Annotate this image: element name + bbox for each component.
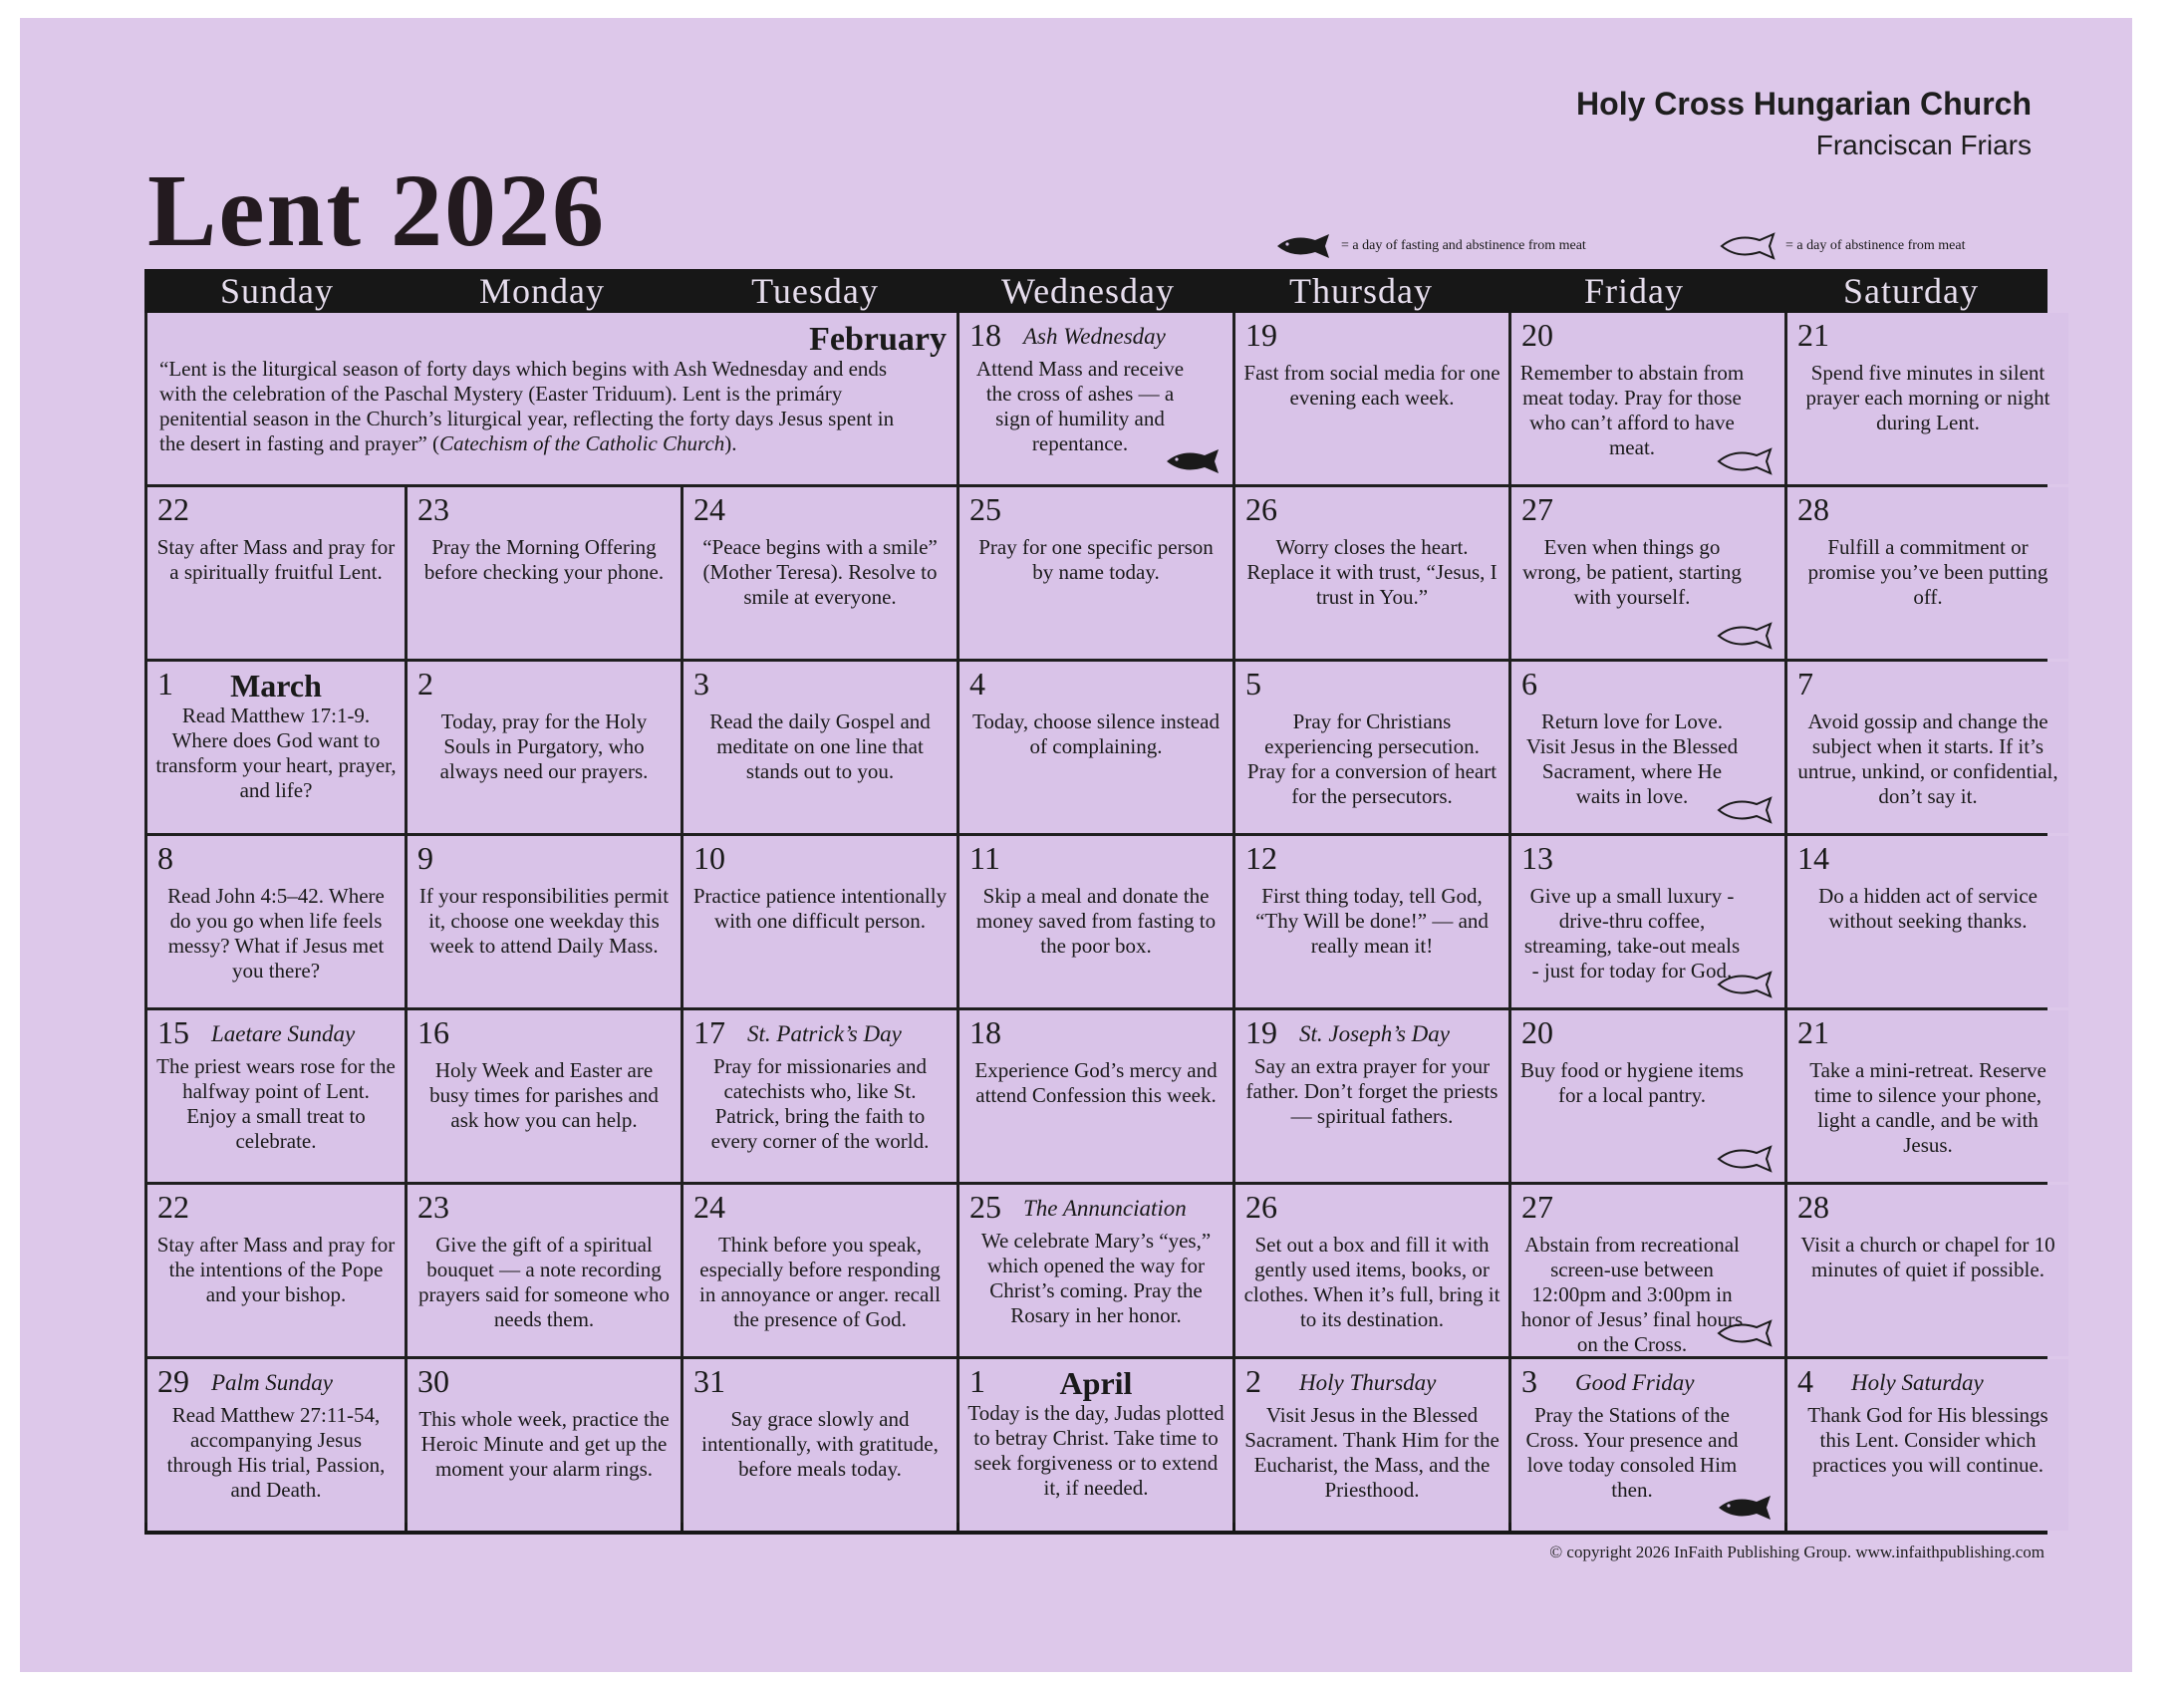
day-number: 25	[969, 491, 1001, 527]
feast-label: Holy Thursday	[1299, 1370, 1437, 1395]
feast-label: St. Patrick’s Day	[747, 1021, 902, 1046]
day-suggestion: Fast from social media for one evening each week.	[1243, 361, 1501, 410]
day-suggestion: If your responsibilities permit it, choose one weekday this week to attend Daily Mass.	[418, 884, 670, 958]
day-cell	[1235, 313, 1508, 484]
day-cell	[1787, 487, 2068, 659]
day-suggestion: Today is the day, Judas plotted to betray Christ. Take time to seek forgiveness or to extend it, if needed.	[967, 1401, 1225, 1500]
day-cell	[1235, 836, 1508, 1007]
day-number: 16	[417, 1014, 449, 1050]
outline-fish-icon	[1717, 795, 1774, 825]
day-number: 11	[969, 840, 1000, 876]
day-cell	[959, 1359, 1232, 1531]
day-number: 24	[693, 1189, 725, 1225]
month-label-february: February	[809, 321, 947, 358]
day-suggestion: Practice patience intentionally with one difficult person.	[692, 884, 948, 933]
outline-fish-icon	[1717, 1318, 1774, 1348]
day-cell	[147, 1359, 405, 1531]
day-cell	[959, 1185, 1232, 1356]
day-number: 26	[1245, 491, 1277, 527]
day-number: 3	[1521, 1363, 1537, 1399]
day-number: 31	[693, 1363, 725, 1399]
day-suggestion: We celebrate Mary’s “yes,” which opened the way for Christ’s coming. Pray the Rosary in her honor.	[980, 1229, 1212, 1327]
day-suggestion: Today, pray for the Holy Souls in Purgatory, who always need our prayers.	[439, 709, 649, 783]
day-number: 27	[1521, 1189, 1553, 1225]
day-suggestion: Give up a small luxury - drive-thru coffee, streaming, take-out meals - just for today for God.	[1523, 884, 1741, 983]
day-cell	[1787, 1359, 2068, 1531]
day-cell	[1235, 662, 1508, 833]
day-number: 18	[969, 317, 1001, 353]
weekday-header	[144, 269, 2048, 313]
day-suggestion: First thing today, tell God, “Thy Will be done!” — and really mean it!	[1255, 884, 1489, 958]
day-number: 25	[969, 1189, 1001, 1225]
day-number: 15	[157, 1014, 189, 1050]
day-number: 22	[157, 491, 189, 527]
day-cell	[147, 836, 405, 1007]
day-suggestion: Today, choose silence instead of complaining.	[972, 709, 1220, 758]
day-suggestion: Pray for missionaries and catechists who, like St. Patrick, bring the faith to every corner of the world.	[710, 1054, 930, 1153]
day-number: 19	[1245, 1014, 1277, 1050]
day-cell	[683, 1185, 956, 1356]
day-cell	[408, 1185, 681, 1356]
day-suggestion: Set out a box and fill it with gently used items, books, or clothes. When it’s full, bring it to its destination.	[1243, 1233, 1501, 1331]
day-suggestion: Buy food or hygiene items for a local pantry.	[1520, 1058, 1744, 1107]
day-number: 14	[1797, 840, 1829, 876]
day-grid	[144, 313, 2058, 1523]
day-suggestion: Avoid gossip and change the subject when it starts. If it’s untrue, unkind, or confidential, don’t say it.	[1797, 709, 2058, 808]
day-number: 22	[157, 1189, 189, 1225]
outline-fish-icon	[1717, 446, 1774, 476]
day-number: 23	[417, 491, 449, 527]
day-number: 2	[417, 666, 433, 702]
day-cell	[147, 1185, 405, 1356]
day-number: 23	[417, 1189, 449, 1225]
feast-label: St. Joseph’s Day	[1299, 1021, 1450, 1046]
day-suggestion: Thank God for His blessings this Lent. Consider which practices you will continue.	[1807, 1403, 2048, 1477]
day-number: 21	[1797, 1014, 1829, 1050]
legend-abstinence	[1720, 231, 1966, 261]
day-number: 28	[1797, 1189, 1829, 1225]
day-suggestion: Holy Week and Easter are busy times for parishes and ask how you can help.	[429, 1058, 659, 1132]
day-suggestion: Worry closes the heart. Replace it with trust, “Jesus, I trust in You.”	[1246, 535, 1498, 609]
day-number: 4	[969, 666, 985, 702]
day-number: 28	[1797, 491, 1829, 527]
day-number: 8	[157, 840, 173, 876]
day-suggestion: Skip a meal and donate the money saved from fasting to the poor box.	[975, 884, 1217, 958]
day-suggestion: Attend Mass and receive the cross of ashes — a sign of humility and repentance.	[975, 357, 1185, 455]
month-label: April	[1059, 1365, 1133, 1401]
day-cell	[1511, 1359, 1784, 1531]
day-cell	[959, 1010, 1232, 1182]
filled-fish-icon	[1717, 1493, 1774, 1523]
day-number: 13	[1521, 840, 1553, 876]
day-cell	[1235, 1185, 1508, 1356]
day-suggestion: Take a mini-retreat. Reserve time to silence your phone, light a candle, and be with Jesus.	[1809, 1058, 2047, 1157]
day-number: 17	[693, 1014, 725, 1050]
day-number: 21	[1797, 317, 1829, 353]
day-cell	[408, 662, 681, 833]
day-cell	[1511, 662, 1784, 833]
day-suggestion: Abstain from recreational screen-use between 12:00pm and 3:00pm in honor of Jesus’ final hours on the Cross.	[1520, 1233, 1744, 1356]
weekday-friday: Friday	[1584, 271, 1684, 311]
day-cell	[408, 1359, 681, 1531]
day-cell	[683, 662, 956, 833]
lent-calendar	[144, 269, 2058, 1535]
order-name: Franciscan Friars	[1815, 130, 2032, 160]
day-number: 3	[693, 666, 709, 702]
legend-fasting-text: = a day of fasting and abstinence from meat	[1341, 238, 1586, 253]
day-suggestion: Visit a church or chapel for 10 minutes of quiet if possible.	[1800, 1233, 2055, 1281]
day-suggestion: Stay after Mass and pray for the intentions of the Pope and your bishop.	[156, 1233, 396, 1306]
quote-text: “Lent is the liturgical season of forty days which begins with Ash Wednesday and ends with the celebration of the Paschal Mystery (Easter Triduum). Lent is the primáry penitential season in the Church’s liturgical year, reflecting the forty days Jesus spent in the desert in fasting and prayer” (	[159, 357, 895, 455]
quote-source: Catechism of the Catholic Church	[439, 431, 725, 455]
quote-end: ).	[724, 431, 737, 455]
day-cell	[959, 487, 1232, 659]
day-cell	[1787, 313, 2068, 484]
day-cell	[959, 836, 1232, 1007]
day-suggestion: Give the gift of a spiritual bouquet — a note recording prayers said for someone who needs them.	[418, 1233, 670, 1331]
day-number: 12	[1245, 840, 1277, 876]
copyright: © copyright 2026 InFaith Publishing Group. www.infaithpublishing.com	[1549, 1543, 2045, 1561]
day-suggestion: Pray the Stations of the Cross. Your presence and love today consoled Him then.	[1525, 1403, 1739, 1502]
day-cell	[683, 1359, 956, 1531]
day-cell	[1235, 1359, 1508, 1531]
day-number: 26	[1245, 1189, 1277, 1225]
day-cell	[1235, 1010, 1508, 1182]
month-label: March	[230, 668, 322, 703]
day-number: 18	[969, 1014, 1001, 1050]
page-title: Lent 2026	[147, 153, 606, 268]
day-suggestion: The priest wears rose for the halfway point of Lent. Enjoy a small treat to celebrate.	[156, 1054, 396, 1153]
outline-fish-icon	[1717, 970, 1774, 999]
church-name: Holy Cross Hungarian Church	[1576, 86, 2032, 122]
weekday-thursday: Thursday	[1289, 271, 1433, 311]
day-suggestion: Experience God’s mercy and attend Confession this week.	[974, 1058, 1218, 1107]
feast-label: Ash Wednesday	[1023, 324, 1166, 349]
church-header	[1576, 82, 2032, 165]
day-number: 24	[693, 491, 725, 527]
day-number: 29	[157, 1363, 189, 1399]
day-cell	[1511, 1010, 1784, 1182]
day-number: 2	[1245, 1363, 1261, 1399]
day-suggestion: Return love for Love. Visit Jesus in the Blessed Sacrament, where He waits in love.	[1525, 709, 1739, 808]
weekday-tuesday: Tuesday	[751, 271, 879, 311]
filled-fish-icon	[1275, 231, 1333, 261]
day-cell	[1787, 836, 2068, 1007]
day-cell	[1787, 1185, 2068, 1356]
day-cell	[683, 1010, 956, 1182]
day-suggestion: Say grace slowly and intentionally, with gratitude, before meals today.	[701, 1407, 939, 1481]
day-cell	[147, 662, 405, 833]
day-suggestion: Read the daily Gospel and meditate on one line that stands out to you.	[709, 709, 931, 783]
day-cell	[683, 487, 956, 659]
feast-label: The Annunciation	[1023, 1196, 1187, 1221]
intro-quote	[159, 357, 917, 456]
day-cell	[1511, 1185, 1784, 1356]
day-suggestion: Visit Jesus in the Blessed Sacrament. Thank Him for the Eucharist, the Mass, and the Priesthood.	[1244, 1403, 1500, 1502]
day-cell	[1511, 836, 1784, 1007]
day-cell	[959, 662, 1232, 833]
feast-label: Palm Sunday	[211, 1370, 334, 1395]
day-cell	[408, 1010, 681, 1182]
day-number: 5	[1245, 666, 1261, 702]
legend-abstinence-text: = a day of abstinence from meat	[1785, 238, 1966, 253]
day-cell	[959, 313, 1232, 484]
day-suggestion: Pray for one specific person by name today.	[978, 535, 1214, 584]
day-suggestion: Do a hidden act of service without seeking thanks.	[1818, 884, 2038, 933]
day-cell	[408, 487, 681, 659]
day-suggestion: Remember to abstain from meat today. Pray for those who can’t afford to have meat.	[1519, 361, 1745, 459]
day-suggestion: Read John 4:5–42. Where do you go when life feels messy? What if Jesus met you there?	[167, 884, 385, 983]
day-number: 20	[1521, 1014, 1553, 1050]
filled-fish-icon	[1165, 446, 1223, 476]
day-suggestion: “Peace begins with a smile” (Mother Teresa). Resolve to smile at everyone.	[702, 535, 938, 609]
day-number: 1	[969, 1363, 985, 1399]
day-suggestion: Read Matthew 17:1-9. Where does God want to transform your heart, prayer, and life?	[155, 703, 397, 802]
outline-fish-icon	[1717, 1144, 1774, 1174]
feast-label: Holy Saturday	[1851, 1370, 1984, 1395]
day-suggestion: Spend five minutes in silent prayer each morning or night during Lent.	[1805, 361, 2050, 434]
weekday-sunday: Sunday	[220, 271, 334, 311]
day-suggestion: Stay after Mass and pray for a spiritually fruitful Lent.	[156, 535, 396, 584]
day-number: 27	[1521, 491, 1553, 527]
day-suggestion: Read Matthew 27:11-54, accompanying Jesus through His trial, Passion, and Death.	[166, 1403, 386, 1502]
day-number: 6	[1521, 666, 1537, 702]
day-number: 30	[417, 1363, 449, 1399]
day-cell	[147, 487, 405, 659]
weekday-monday: Monday	[479, 271, 605, 311]
day-cell	[408, 836, 681, 1007]
day-number: 4	[1797, 1363, 1813, 1399]
legend-fasting	[1275, 231, 1586, 261]
day-suggestion: Fulfill a commitment or promise you’ve been putting off.	[1807, 535, 2048, 609]
day-suggestion: This whole week, practice the Heroic Minute and get up the moment your alarm rings.	[418, 1407, 670, 1481]
day-cell	[683, 836, 956, 1007]
feast-label: Good Friday	[1575, 1370, 1695, 1395]
day-number: 10	[693, 840, 725, 876]
day-cell	[147, 1010, 405, 1182]
outline-fish-icon	[1720, 231, 1777, 261]
outline-fish-icon	[1717, 621, 1774, 651]
day-suggestion: Pray the Morning Offering before checking your phone.	[423, 535, 665, 584]
day-number: 19	[1245, 317, 1277, 353]
day-number: 1	[157, 666, 173, 702]
day-cell	[1511, 313, 1784, 484]
day-number: 7	[1797, 666, 1813, 702]
day-suggestion: Think before you speak, especially before responding in annoyance or anger. recall the presence of God.	[699, 1233, 941, 1331]
day-cell	[1787, 662, 2068, 833]
day-cell	[1235, 487, 1508, 659]
day-suggestion: Even when things go wrong, be patient, starting with yourself.	[1522, 535, 1742, 609]
feast-label: Laetare Sunday	[211, 1021, 356, 1046]
day-suggestion: Pray for Christians experiencing persecution. Pray for a conversion of heart for the persecutors.	[1246, 709, 1498, 808]
weekday-wednesday: Wednesday	[1000, 271, 1176, 311]
day-suggestion: Say an extra prayer for your father. Don’t forget the priests — spiritual fathers.	[1245, 1054, 1499, 1128]
intro-quote-cell	[147, 313, 956, 484]
weekday-saturday: Saturday	[1843, 271, 1979, 311]
day-number: 20	[1521, 317, 1553, 353]
day-cell	[1511, 487, 1784, 659]
day-cell	[1787, 1010, 2068, 1182]
day-number: 9	[417, 840, 433, 876]
